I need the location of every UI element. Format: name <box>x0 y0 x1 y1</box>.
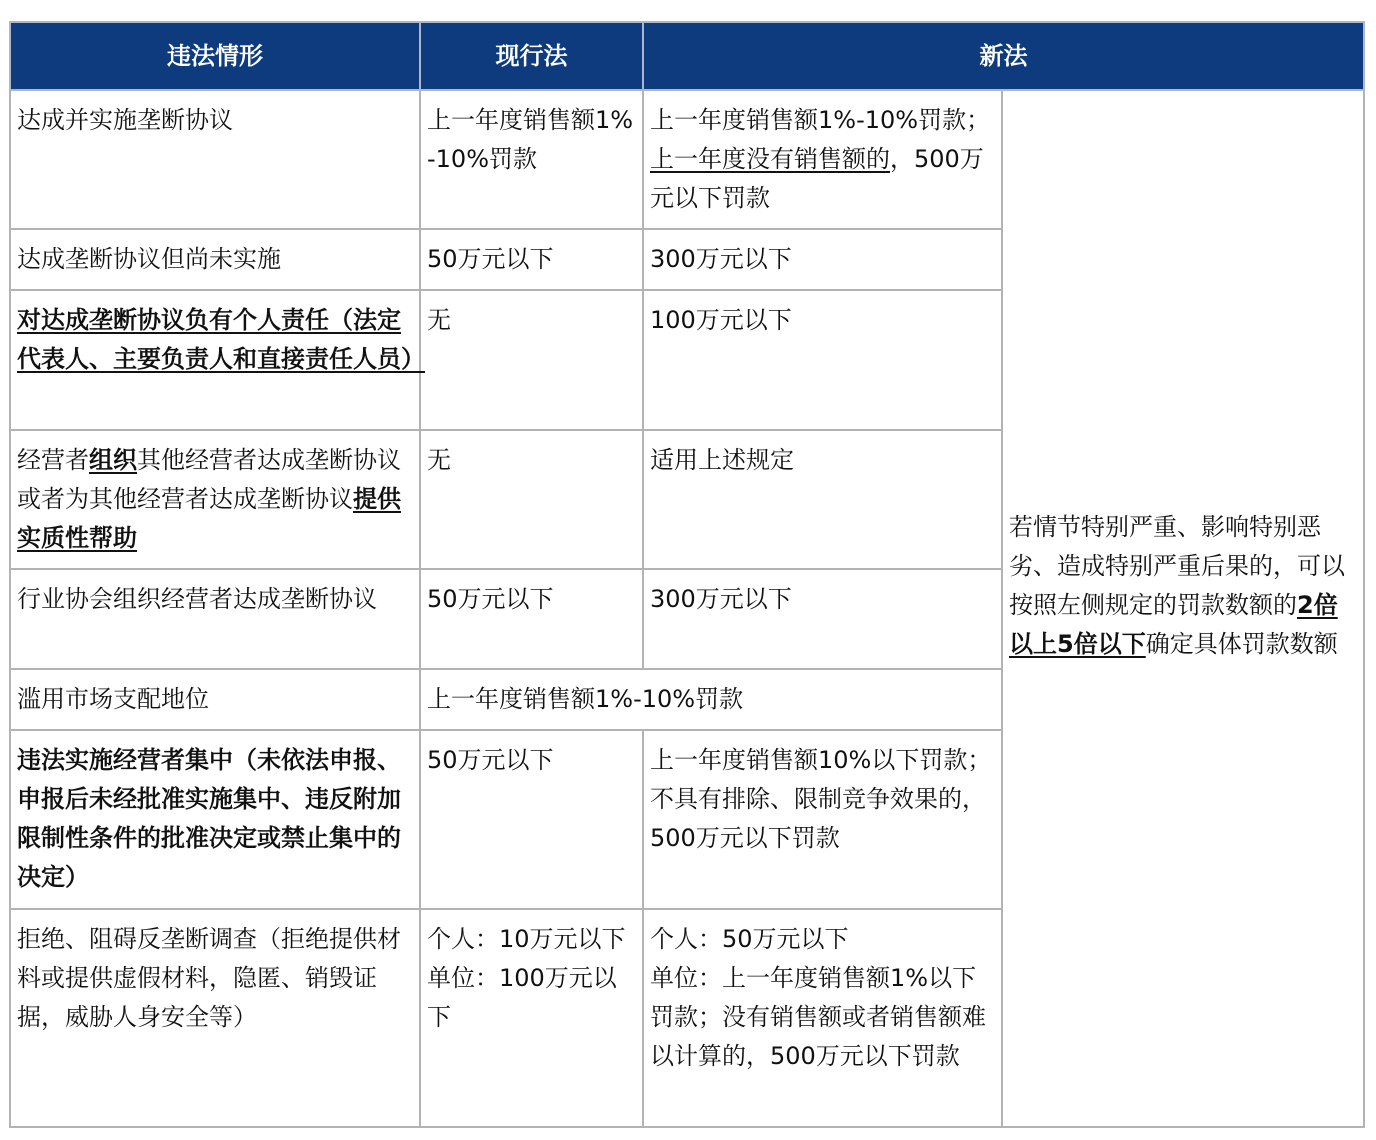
situation-cell: 违法实施经营者集中（未依法申报、申报后未经批准实施集中、违反附加限制性条件的批准决定或禁止集中的决定） <box>10 730 420 908</box>
new-law-line: 个人：50万元以下 <box>650 924 849 953</box>
underlined-text: 上一年度没有销售额的 <box>650 145 890 173</box>
situation-cell <box>10 430 420 569</box>
current-law-line: 个人：10万元以下 <box>427 924 626 953</box>
current-law-cell: 50万元以下 <box>420 730 643 908</box>
current-law-cell <box>420 909 643 1127</box>
header-current-law: 现行法 <box>420 22 643 90</box>
current-law-cell: 上一年度销售额1%-10%罚款 <box>420 90 643 229</box>
situation-cell: 对达成垄断协议负有个人责任（法定代表人、主要负责人和直接责任人员） <box>10 290 420 429</box>
current-law-cell: 无 <box>420 290 643 429</box>
current-law-line: 单位：100万元以下 <box>427 963 617 1031</box>
current-law-cell: 50万元以下 <box>420 229 643 290</box>
header-row <box>10 22 1364 90</box>
new-law-cell: 上一年度销售额10%以下罚款；不具有排除、限制竞争效果的，500万元以下罚款 <box>643 730 1002 908</box>
merged-law-cell: 上一年度销售额1%-10%罚款 <box>420 669 1002 730</box>
note-text: 若情节特别严重、影响特别恶劣、造成特别严重后果的，可以按照左侧规定的罚款数额的 <box>1009 512 1345 619</box>
header-situation: 违法情形 <box>10 22 420 90</box>
new-law-cell <box>643 90 1002 229</box>
situation-cell: 达成并实施垄断协议 <box>10 90 420 229</box>
situation-cell: 达成垄断协议但尚未实施 <box>10 229 420 290</box>
new-law-cell: 适用上述规定 <box>643 430 1002 569</box>
new-law-text: 上一年度销售额1%-10%罚款； <box>650 106 991 134</box>
note-text: 确定具体罚款数额 <box>1145 629 1338 658</box>
penalty-comparison-table <box>9 21 1365 1128</box>
new-law-cell <box>643 909 1002 1127</box>
underlined-text: 提供实质性帮助 <box>17 484 401 552</box>
note-emphasis: 2倍以上5倍以下 <box>1009 590 1338 658</box>
underlined-text: 组织 <box>89 445 137 474</box>
situation-cell: 滥用市场支配地位 <box>10 669 420 730</box>
table-row <box>10 90 1364 229</box>
current-law-cell: 无 <box>420 430 643 569</box>
new-law-cell: 100万元以下 <box>643 290 1002 429</box>
situation-text: 其他经营者达成垄断协议或者为其他经营者达成垄断协议 <box>17 445 401 513</box>
new-law-cell: 300万元以下 <box>643 569 1002 669</box>
situation-cell: 拒绝、阻碍反垄断调查（拒绝提供材料或提供虚假材料，隐匿、销毁证据，威胁人身安全等） <box>10 909 420 1127</box>
new-law-cell: 300万元以下 <box>643 229 1002 290</box>
situation-text: 经营者 <box>17 445 89 474</box>
aggravation-note-cell <box>1002 90 1364 1127</box>
situation-cell: 行业协会组织经营者达成垄断协议 <box>10 569 420 669</box>
new-law-line: 单位：上一年度销售额1%以下罚款；没有销售额或者销售额难以计算的，500万元以下罚款 <box>650 963 986 1070</box>
new-law-text: ，500万元以下罚款 <box>650 145 984 212</box>
current-law-cell: 50万元以下 <box>420 569 643 669</box>
header-new-law: 新法 <box>643 22 1364 90</box>
